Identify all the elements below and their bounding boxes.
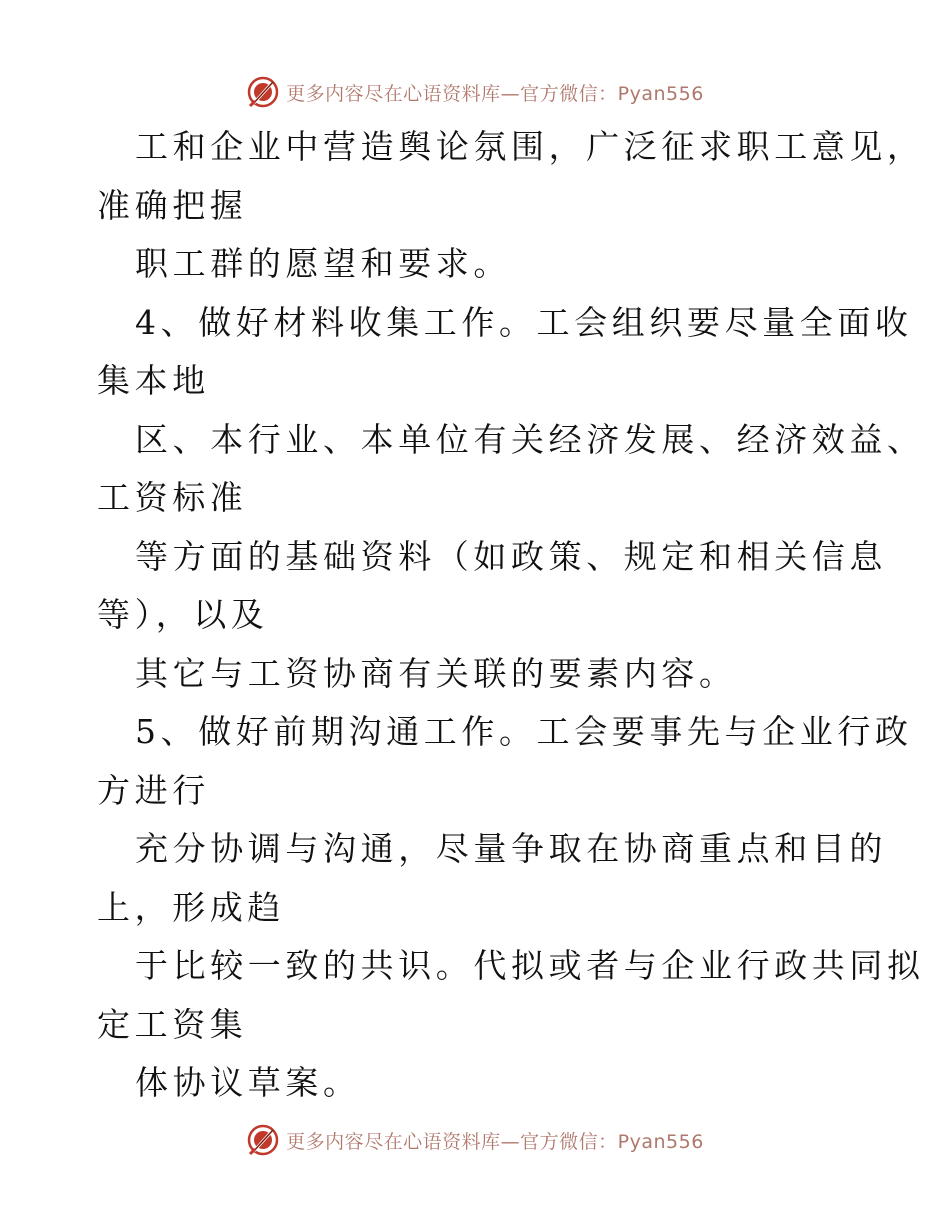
body-line: 等），以及 — [97, 595, 269, 634]
body-line: 5、做好前期沟通工作。工会要事先与企业行政 — [135, 712, 913, 751]
body-line: 充分协调与沟通，尽量争取在协商重点和目的 — [135, 829, 887, 868]
watermark-text: 更多内容尽在心语资料库—官方微信：Pyan556 — [286, 1130, 704, 1153]
body-line: 区、本行业、本单位有关经济发展、经济效益、 — [135, 419, 925, 459]
body-line: 集本地 — [97, 361, 210, 400]
body-line: 上，形成趋 — [97, 887, 285, 927]
body-line: 4、做好材料收集工作。工会组织要尽量全面收 — [135, 302, 913, 342]
body-line: 体协议草案。 — [135, 1063, 361, 1102]
pen-seal-logo-icon — [246, 75, 280, 109]
body-line: 等方面的基础资料（如政策、规定和相关信息 — [135, 536, 887, 576]
header-watermark — [0, 72, 950, 112]
body-line: 职工群的愿望和要求。 — [135, 244, 511, 283]
body-line: 准确把握 — [97, 185, 248, 225]
body-line: 于比较一致的共识。代拟或者与企业行政共同拟 — [135, 946, 925, 985]
document-body — [97, 118, 925, 1113]
body-line: 工和企业中营造舆论氛围，广泛征求职工意见， — [135, 127, 925, 166]
body-line: 定工资集 — [97, 1004, 248, 1044]
body-line: 其它与工资协商有关联的要素内容。 — [135, 653, 737, 693]
body-line: 工资标准 — [97, 478, 248, 517]
pen-seal-logo-icon — [246, 1123, 280, 1157]
watermark-text: 更多内容尽在心语资料库—官方微信：Pyan556 — [286, 82, 704, 105]
footer-watermark — [0, 1120, 950, 1160]
body-line: 方进行 — [97, 770, 210, 810]
